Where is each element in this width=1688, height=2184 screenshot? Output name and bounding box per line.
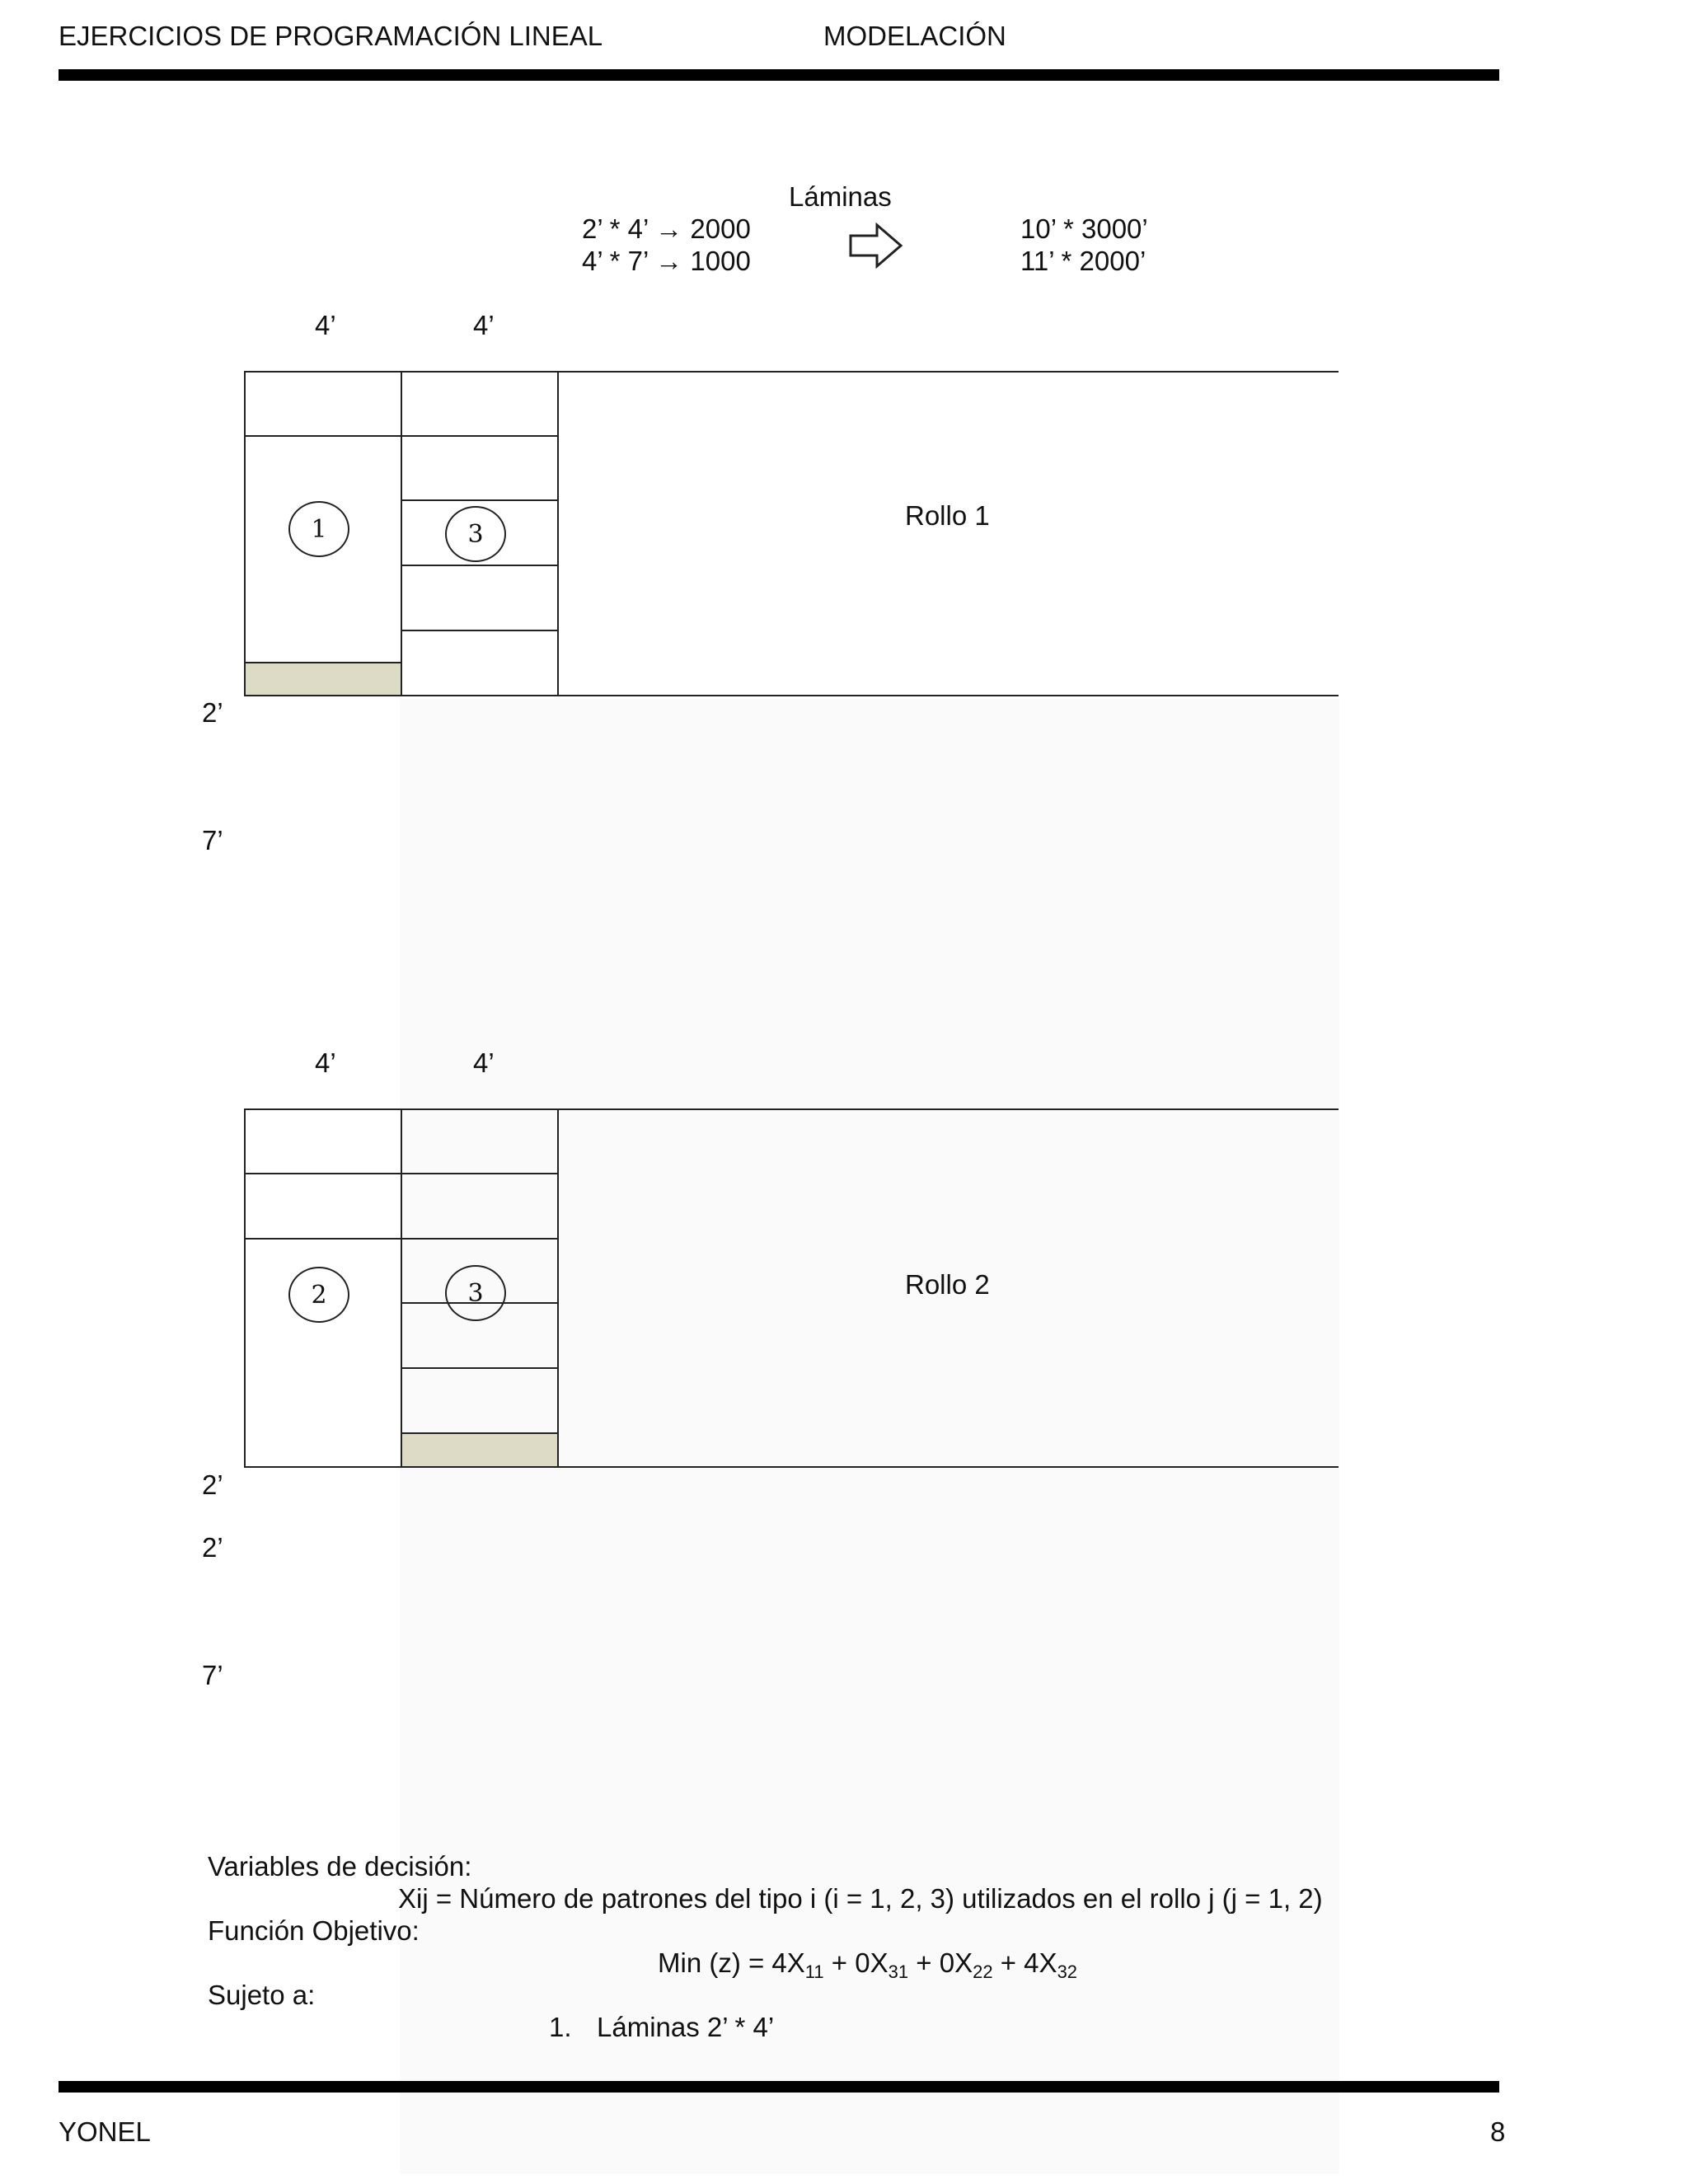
roll2-divider (401, 1173, 559, 1174)
right-arrow-icon (849, 223, 903, 269)
roll2-divider (401, 1367, 559, 1369)
pattern-badge-3: 3 (445, 1265, 506, 1321)
roll1-divider (401, 630, 559, 631)
roll1-divider (401, 435, 559, 437)
pattern-badge-2: 2 (288, 1267, 349, 1323)
demand-line-2: 4’ * 7’ → 1000 (582, 246, 751, 276)
page-number: 8 (1490, 2116, 1506, 2147)
supply-line-1: 10’ * 3000’ (1020, 213, 1148, 244)
objective-heading: Función Objetivo: (208, 1915, 420, 1946)
laminas-title: Láminas (789, 181, 892, 212)
roll2-divider (401, 1432, 559, 1434)
roll1-label: Rollo 1 (905, 500, 990, 531)
footer-author: YONEL (59, 2116, 151, 2147)
roll2-waste-area (402, 1434, 557, 1466)
roll1-col-label-2: 4’ (473, 310, 495, 340)
demand-line-1: 2’ * 4’ → 2000 (582, 213, 751, 244)
objective-text: + 0X (823, 1947, 889, 1978)
constraint-1-number: 1. (549, 2012, 572, 2042)
roll1-divider (244, 662, 401, 663)
header-title-right: MODELACIÓN (823, 21, 1006, 51)
header-rule (59, 69, 1499, 81)
header-title-left: EJERCICIOS DE PROGRAMACIÓN LINEAL (59, 21, 603, 51)
roll1-side-label-2: 7’ (202, 825, 223, 855)
roll2-side-label-3: 7’ (202, 1660, 223, 1690)
roll1-divider (401, 565, 559, 566)
footer-rule (59, 2081, 1499, 2093)
roll2-divider (244, 1173, 401, 1174)
objective-function (658, 1947, 1078, 1982)
pattern-badge-3: 3 (445, 506, 506, 562)
constraint-1-text: Láminas 2’ * 4’ (597, 2012, 775, 2042)
roll1-side-label-1: 2’ (202, 697, 223, 728)
roll1-divider (244, 435, 401, 437)
objective-subscript: 22 (973, 1961, 993, 1982)
roll2-side-label-2: 2’ (202, 1532, 223, 1563)
variables-heading: Variables de decisión: (208, 1851, 472, 1882)
roll2-col-label-2: 4’ (473, 1047, 495, 1078)
roll2-label: Rollo 2 (905, 1269, 990, 1300)
supply-line-2: 11’ * 2000’ (1020, 246, 1146, 276)
roll2-col-label-1: 4’ (315, 1047, 336, 1078)
roll2-side-label-1: 2’ (202, 1469, 223, 1500)
objective-text: Min (z) = 4X (658, 1947, 805, 1978)
objective-subscript: 32 (1057, 1961, 1078, 1982)
roll2-divider (244, 1238, 401, 1240)
pattern-badge-1: 1 (288, 501, 349, 557)
roll2-divider (401, 1238, 559, 1240)
objective-subscript: 31 (888, 1961, 909, 1982)
objective-subscript: 11 (804, 1961, 824, 1982)
roll1-col-label-1: 4’ (315, 310, 336, 340)
variables-definition: Xij = Número de patrones del tipo i (i = 1, 2, 3) utilizados en el rollo j (j = 1, 2) (398, 1883, 1323, 1914)
constraints-heading: Sujeto a: (208, 1980, 316, 2010)
objective-text: + 4X (992, 1947, 1057, 1978)
objective-text: + 0X (908, 1947, 973, 1978)
roll1-divider (401, 499, 559, 501)
roll1-waste-area (246, 663, 401, 695)
